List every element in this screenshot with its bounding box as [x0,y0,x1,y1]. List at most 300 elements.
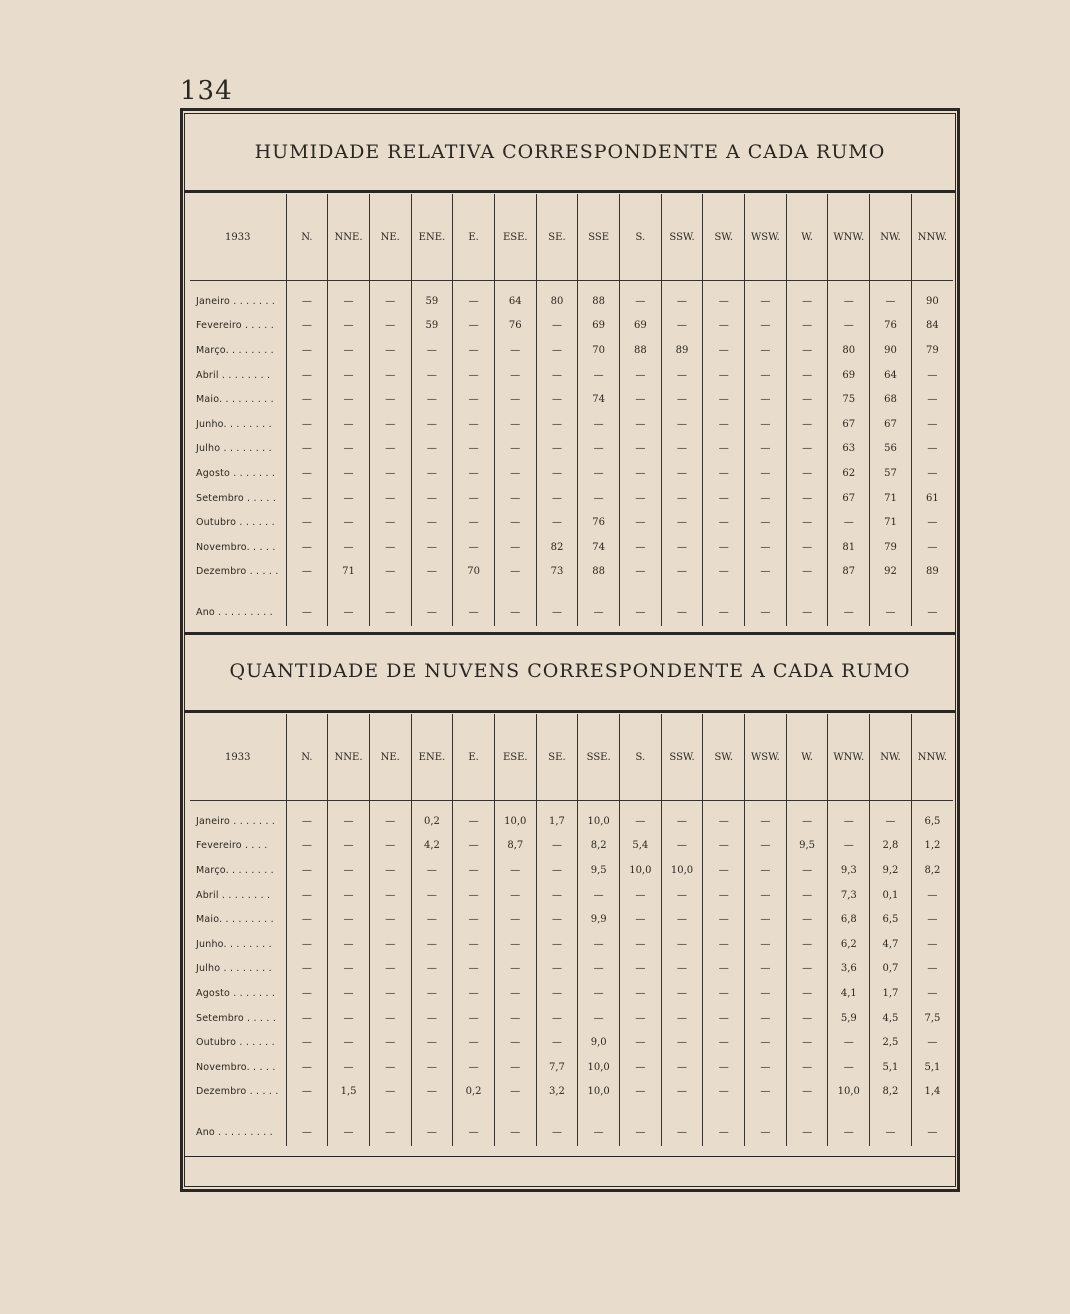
table-cell: 68 [870,387,912,412]
table-cell: 71 [328,560,370,585]
table-cell: — [328,834,370,859]
table-cell: — [786,883,828,908]
column-header: E. [453,714,495,801]
table-cell: — [786,1055,828,1080]
table-cell: — [745,437,787,462]
table-cell: 0,2 [453,1080,495,1105]
table-cell: — [745,957,787,982]
table-cell: — [745,338,787,363]
table-cell: — [453,281,495,314]
table-row [190,858,953,883]
table-cell: 69 [620,314,662,339]
table-cell: — [286,981,328,1006]
table-cell: — [369,1055,411,1080]
table-cell: — [286,314,328,339]
table-cell: 76 [870,314,912,339]
table-cell: — [536,1104,578,1146]
table-cell: — [536,387,578,412]
table-cell: — [786,932,828,957]
clouds-title-rule [184,710,956,713]
table-cell: 67 [828,412,870,437]
table-cell: — [328,412,370,437]
table-cell: — [411,560,453,585]
table-cell: — [453,957,495,982]
clouds-bottom-rule [184,1156,956,1157]
table-cell: — [286,535,328,560]
table-cell: — [369,1006,411,1031]
column-header: ESE. [494,194,536,281]
table-cell: — [786,1080,828,1105]
table-cell: — [661,363,703,388]
table-cell: 88 [620,338,662,363]
table-cell: 5,1 [911,1055,953,1080]
table-cell: — [828,834,870,859]
table-cell: — [620,1055,662,1080]
table-cell: — [286,1006,328,1031]
table-cell: 62 [828,461,870,486]
table-cell: — [786,486,828,511]
table-cell: — [369,584,411,626]
table-cell: 76 [578,510,620,535]
table-cell: — [328,338,370,363]
table-cell: — [453,412,495,437]
table-cell: — [828,1055,870,1080]
table-cell: — [411,957,453,982]
table-cell: — [536,1006,578,1031]
table-cell: 92 [870,560,912,585]
table-cell: — [411,461,453,486]
table-cell: — [703,1030,745,1055]
table-row [190,883,953,908]
table-cell: 80 [536,281,578,314]
table-cell: — [661,387,703,412]
table-cell: — [369,981,411,1006]
table-cell: 3,2 [536,1080,578,1105]
table-cell: 71 [870,510,912,535]
month-label: Janeiro . . . . . . . [196,295,276,307]
table-cell: 59 [411,314,453,339]
table-cell: — [745,1104,787,1146]
table-cell: — [536,957,578,982]
table-cell: — [745,907,787,932]
table-cell: 9,5 [786,834,828,859]
column-header: NNE. [328,194,370,281]
humidity-table [190,194,953,626]
table-cell: — [578,412,620,437]
table-cell: 90 [870,338,912,363]
table-cell: — [661,907,703,932]
table-cell: — [828,801,870,834]
table-cell: — [286,560,328,585]
table-cell: — [911,1104,953,1146]
table-cell: — [703,510,745,535]
column-header: SSW. [661,714,703,801]
table-cell: — [828,510,870,535]
table-cell: 1,4 [911,1080,953,1105]
table-cell: — [745,560,787,585]
table-cell: — [328,461,370,486]
table-cell: — [661,1055,703,1080]
table-cell: — [661,834,703,859]
table-cell: — [411,338,453,363]
table-cell: — [453,907,495,932]
table-row [190,834,953,859]
month-label: Abril . . . . . . . . [196,889,271,901]
month-label: Junho. . . . . . . . [196,418,272,430]
table-cell: — [661,932,703,957]
table-cell: — [620,1030,662,1055]
table-cell: — [328,486,370,511]
table-cell: — [494,584,536,626]
table-cell: — [786,281,828,314]
table-cell: — [536,858,578,883]
table-cell: — [786,981,828,1006]
table-cell: — [286,387,328,412]
table-cell: 4,5 [870,1006,912,1031]
table-cell: 57 [870,461,912,486]
table-cell: 7,7 [536,1055,578,1080]
table-cell: — [620,981,662,1006]
table-cell: 9,3 [828,858,870,883]
table-cell: 3,6 [828,957,870,982]
table-cell: — [703,387,745,412]
table-cell: 0,1 [870,883,912,908]
table-cell: — [745,486,787,511]
month-label: Maio. . . . . . . . . [196,394,274,406]
table-cell: — [745,834,787,859]
table-row [190,932,953,957]
table-cell: — [494,535,536,560]
table-cell: — [703,1055,745,1080]
table-cell: — [494,387,536,412]
clouds-table [190,714,953,1146]
table-cell: — [494,338,536,363]
table-cell: — [286,1080,328,1105]
table-cell: — [786,1030,828,1055]
table-cell: 61 [911,486,953,511]
table-cell: — [578,883,620,908]
table-cell: — [453,1006,495,1031]
table-cell: 71 [870,486,912,511]
table-cell: — [286,907,328,932]
column-header: NNE. [328,714,370,801]
table-cell: — [453,883,495,908]
month-label: Novembro. . . . . [196,541,276,553]
table-cell: — [661,281,703,314]
table-cell: — [786,858,828,883]
table-cell: — [578,1104,620,1146]
table-cell: — [911,363,953,388]
table-cell: — [453,1030,495,1055]
table-cell: — [369,387,411,412]
table-cell: — [494,1006,536,1031]
table-cell: — [703,314,745,339]
table-cell: — [494,957,536,982]
table-cell: — [911,461,953,486]
column-header: S. [620,714,662,801]
table-cell: 8,2 [578,834,620,859]
table-cell: 69 [828,363,870,388]
table-row [190,486,953,511]
table-cell: — [328,1104,370,1146]
table-cell: — [411,1055,453,1080]
table-cell: — [620,932,662,957]
table-cell: — [369,932,411,957]
table-cell: 80 [828,338,870,363]
table-cell: — [911,932,953,957]
table-cell: — [453,338,495,363]
table-cell: — [786,560,828,585]
table-cell: — [494,461,536,486]
table-row [190,281,953,314]
table-cell: — [578,461,620,486]
table-cell: — [369,858,411,883]
table-cell: 67 [828,486,870,511]
table-cell: — [411,907,453,932]
table-cell: — [369,883,411,908]
table-cell: — [369,510,411,535]
table-cell: — [911,1030,953,1055]
table-cell: — [536,412,578,437]
column-header: W. [786,714,828,801]
table-row [190,461,953,486]
table-cell: — [745,387,787,412]
table-row [190,957,953,982]
column-header: S. [620,194,662,281]
table-cell: — [703,584,745,626]
table-cell: 69 [578,314,620,339]
column-header: ENE. [411,194,453,281]
table-cell: — [453,510,495,535]
table-cell: — [620,801,662,834]
table-cell: — [536,486,578,511]
year-header: 1933 [190,714,286,801]
table-cell: — [620,387,662,412]
table-cell: — [661,981,703,1006]
table-cell: — [661,437,703,462]
table-cell: — [494,883,536,908]
month-label: Julho . . . . . . . . [196,443,272,455]
month-label: Fevereiro . . . . . [196,320,274,332]
column-header: WSW. [745,714,787,801]
table-row [190,1055,953,1080]
clouds-title: QUANTIDADE DE NUVENS CORRESPONDENTE A CADA RUMO [229,660,911,682]
column-header: WNW. [828,194,870,281]
column-header: NE. [369,714,411,801]
table-row [190,510,953,535]
table-cell: — [620,510,662,535]
table-cell: — [369,486,411,511]
table-cell: — [828,314,870,339]
table-cell: — [703,883,745,908]
table-cell: — [745,1030,787,1055]
table-cell: — [828,1030,870,1055]
table-cell: — [620,584,662,626]
table-cell: 88 [578,560,620,585]
table-cell: — [453,981,495,1006]
table-cell: 89 [911,560,953,585]
table-cell: — [745,363,787,388]
table-cell: — [703,858,745,883]
table-cell: — [494,1104,536,1146]
month-label: Agosto . . . . . . . [196,987,276,999]
table-cell: — [411,1104,453,1146]
month-label: Novembro. . . . . [196,1061,276,1073]
table-cell: — [494,1055,536,1080]
table-cell: — [328,981,370,1006]
table-cell: — [411,1006,453,1031]
column-header: WNW. [828,714,870,801]
table-cell: — [411,437,453,462]
table-cell: — [453,461,495,486]
table-cell: 81 [828,535,870,560]
table-cell: 79 [870,535,912,560]
table-row [190,387,953,412]
table-cell: — [411,981,453,1006]
table-row [190,412,953,437]
table-cell: — [786,412,828,437]
table-cell: — [745,858,787,883]
table-cell: 7,5 [911,1006,953,1031]
table-cell: 67 [870,412,912,437]
table-cell: — [911,387,953,412]
table-cell: — [745,1080,787,1105]
table-cell: — [328,314,370,339]
table-cell: — [745,981,787,1006]
table-cell: — [911,510,953,535]
table-row [190,907,953,932]
table-cell: — [411,387,453,412]
table-row [190,560,953,585]
table-cell: — [578,932,620,957]
table-cell: 90 [911,281,953,314]
table-cell: — [286,363,328,388]
table-cell: — [411,1030,453,1055]
table-cell: — [369,363,411,388]
month-label: Abril . . . . . . . . [196,369,271,381]
table-cell: 64 [870,363,912,388]
column-header: NW. [870,714,912,801]
month-label: Ano . . . . . . . . . [196,607,273,619]
table-cell: — [494,1030,536,1055]
table-cell: — [411,363,453,388]
table-cell: 10,0 [578,801,620,834]
table-cell: — [578,486,620,511]
table-cell: — [536,981,578,1006]
table-cell: 70 [578,338,620,363]
table-cell: — [620,560,662,585]
table-cell: — [786,907,828,932]
table-cell: — [494,437,536,462]
table-row [190,1104,953,1146]
table-cell: 4,7 [870,932,912,957]
table-cell: — [620,461,662,486]
column-header: WSW. [745,194,787,281]
table-cell: — [369,281,411,314]
table-cell: — [703,338,745,363]
table-cell: — [620,957,662,982]
table-cell: — [661,801,703,834]
table-cell: 10,0 [620,858,662,883]
table-cell: — [536,437,578,462]
table-cell: — [411,584,453,626]
table-row [190,1080,953,1105]
table-cell: 6,8 [828,907,870,932]
table-cell: — [369,314,411,339]
table-cell: — [286,412,328,437]
table-cell: 74 [578,535,620,560]
table-cell: — [494,486,536,511]
table-cell: — [369,535,411,560]
month-label: Março. . . . . . . . [196,864,274,876]
table-cell: — [453,314,495,339]
table-cell: — [536,461,578,486]
table-row [190,535,953,560]
table-cell: — [703,412,745,437]
table-cell: — [286,461,328,486]
table-cell: — [911,957,953,982]
table-cell: — [911,535,953,560]
table-cell: — [286,281,328,314]
table-cell: — [578,1006,620,1031]
table-cell: — [870,584,912,626]
month-label: Maio. . . . . . . . . [196,914,274,926]
table-cell: — [661,461,703,486]
table-cell: — [328,437,370,462]
table-cell: — [494,932,536,957]
table-cell: — [369,907,411,932]
table-cell: 76 [494,314,536,339]
table-cell: — [620,363,662,388]
table-cell: 10,0 [828,1080,870,1105]
table-cell: — [369,338,411,363]
table-cell: — [328,932,370,957]
column-header: NNW. [911,194,953,281]
table-cell: — [661,1030,703,1055]
table-cell: — [911,883,953,908]
table-cell: — [786,957,828,982]
table-cell: 5,1 [870,1055,912,1080]
table-cell: — [578,584,620,626]
table-cell: — [328,535,370,560]
table-cell: — [703,486,745,511]
table-cell: — [536,510,578,535]
table-cell: 84 [911,314,953,339]
table-cell: — [620,1104,662,1146]
month-label: Outubro . . . . . . [196,1037,275,1049]
table-cell: — [453,486,495,511]
table-cell: — [786,338,828,363]
table-cell: — [578,981,620,1006]
table-cell: — [536,314,578,339]
table-cell: 1,7 [870,981,912,1006]
table-cell: — [369,437,411,462]
table-cell: — [661,957,703,982]
humidity-bottom-rule [184,632,956,635]
table-cell: — [411,486,453,511]
table-cell: 89 [661,338,703,363]
table-cell: 8,2 [911,858,953,883]
column-header: NW. [870,194,912,281]
table-cell: — [536,1030,578,1055]
table-cell: — [369,1030,411,1055]
month-label: Julho . . . . . . . . [196,963,272,975]
table-cell: — [328,363,370,388]
table-cell: — [411,858,453,883]
table-cell: — [703,437,745,462]
column-header: N. [286,714,328,801]
table-cell: — [494,981,536,1006]
